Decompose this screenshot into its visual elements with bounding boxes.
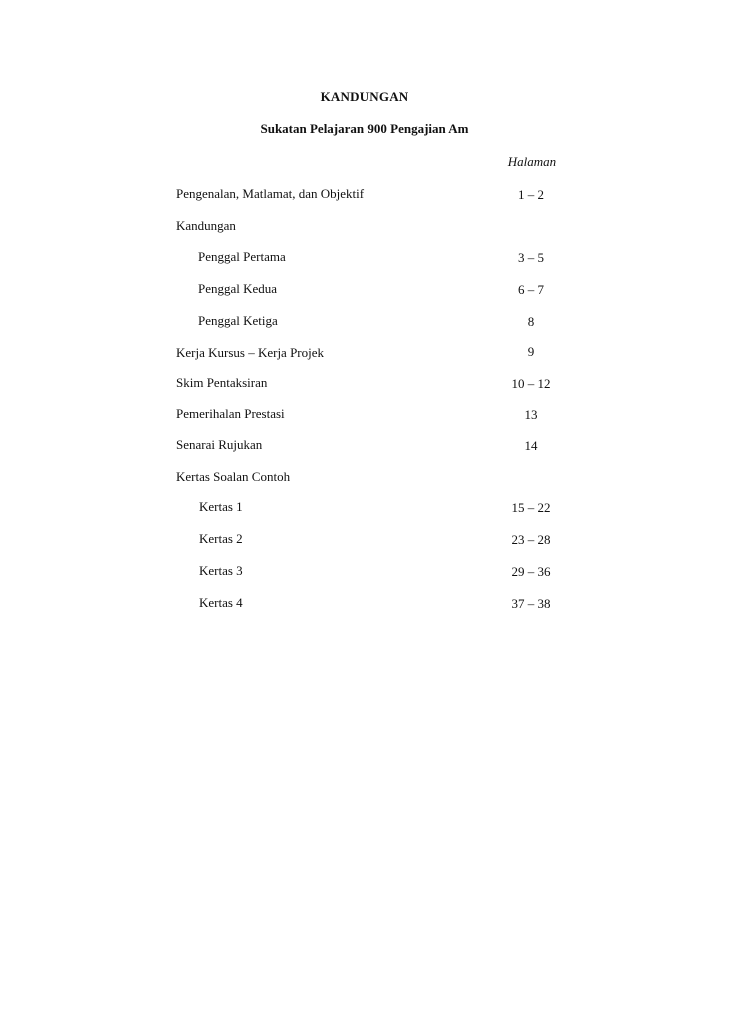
page-title: KANDUNGAN bbox=[320, 89, 409, 104]
toc-entry-label: Kertas 2 bbox=[199, 531, 243, 546]
toc-entry-label: Penggal Kedua bbox=[198, 281, 278, 296]
toc-entry-page: 10 – 12 bbox=[511, 376, 551, 391]
toc-entry-page: 3 – 5 bbox=[518, 250, 544, 265]
toc-entry-label: Penggal Ketiga bbox=[198, 313, 278, 328]
toc-entry-label: Kertas 4 bbox=[199, 595, 243, 610]
toc-entry-page: 6 – 7 bbox=[518, 282, 544, 297]
toc-entry-page: 15 – 22 bbox=[511, 500, 551, 515]
page-subtitle: Sukatan Pelajaran 900 Pengajian Am bbox=[260, 121, 469, 136]
toc-entry-label: Penggal Pertama bbox=[198, 249, 286, 264]
toc-entry-label: Skim Pentaksiran bbox=[176, 375, 268, 390]
toc-entry-label: Kandungan bbox=[176, 218, 236, 233]
toc-entry-page: 23 – 28 bbox=[511, 532, 551, 547]
toc-entry-label: Pengenalan, Matlamat, dan Objektif bbox=[176, 186, 365, 201]
toc-entry-label: Pemerihalan Prestasi bbox=[176, 406, 285, 421]
toc-entry-label: Kertas 3 bbox=[199, 563, 243, 578]
page-column-header: Halaman bbox=[507, 154, 557, 169]
toc-entry-page: 8 bbox=[527, 314, 535, 329]
toc-entry-page: 14 bbox=[524, 438, 538, 453]
toc-entry-label: Kertas 1 bbox=[199, 499, 243, 514]
toc-entry-page: 9 bbox=[527, 344, 535, 359]
toc-entry-page: 29 – 36 bbox=[511, 564, 551, 579]
toc-entry-page: 37 – 38 bbox=[511, 596, 551, 611]
toc-entry-label: Kertas Soalan Contoh bbox=[176, 469, 291, 484]
toc-entry-label: Senarai Rujukan bbox=[176, 437, 263, 452]
toc-entry-label: Kerja Kursus – Kerja Projek bbox=[176, 345, 325, 360]
toc-entry-page: 13 bbox=[524, 407, 538, 422]
toc-entry-page: 1 – 2 bbox=[518, 187, 544, 202]
